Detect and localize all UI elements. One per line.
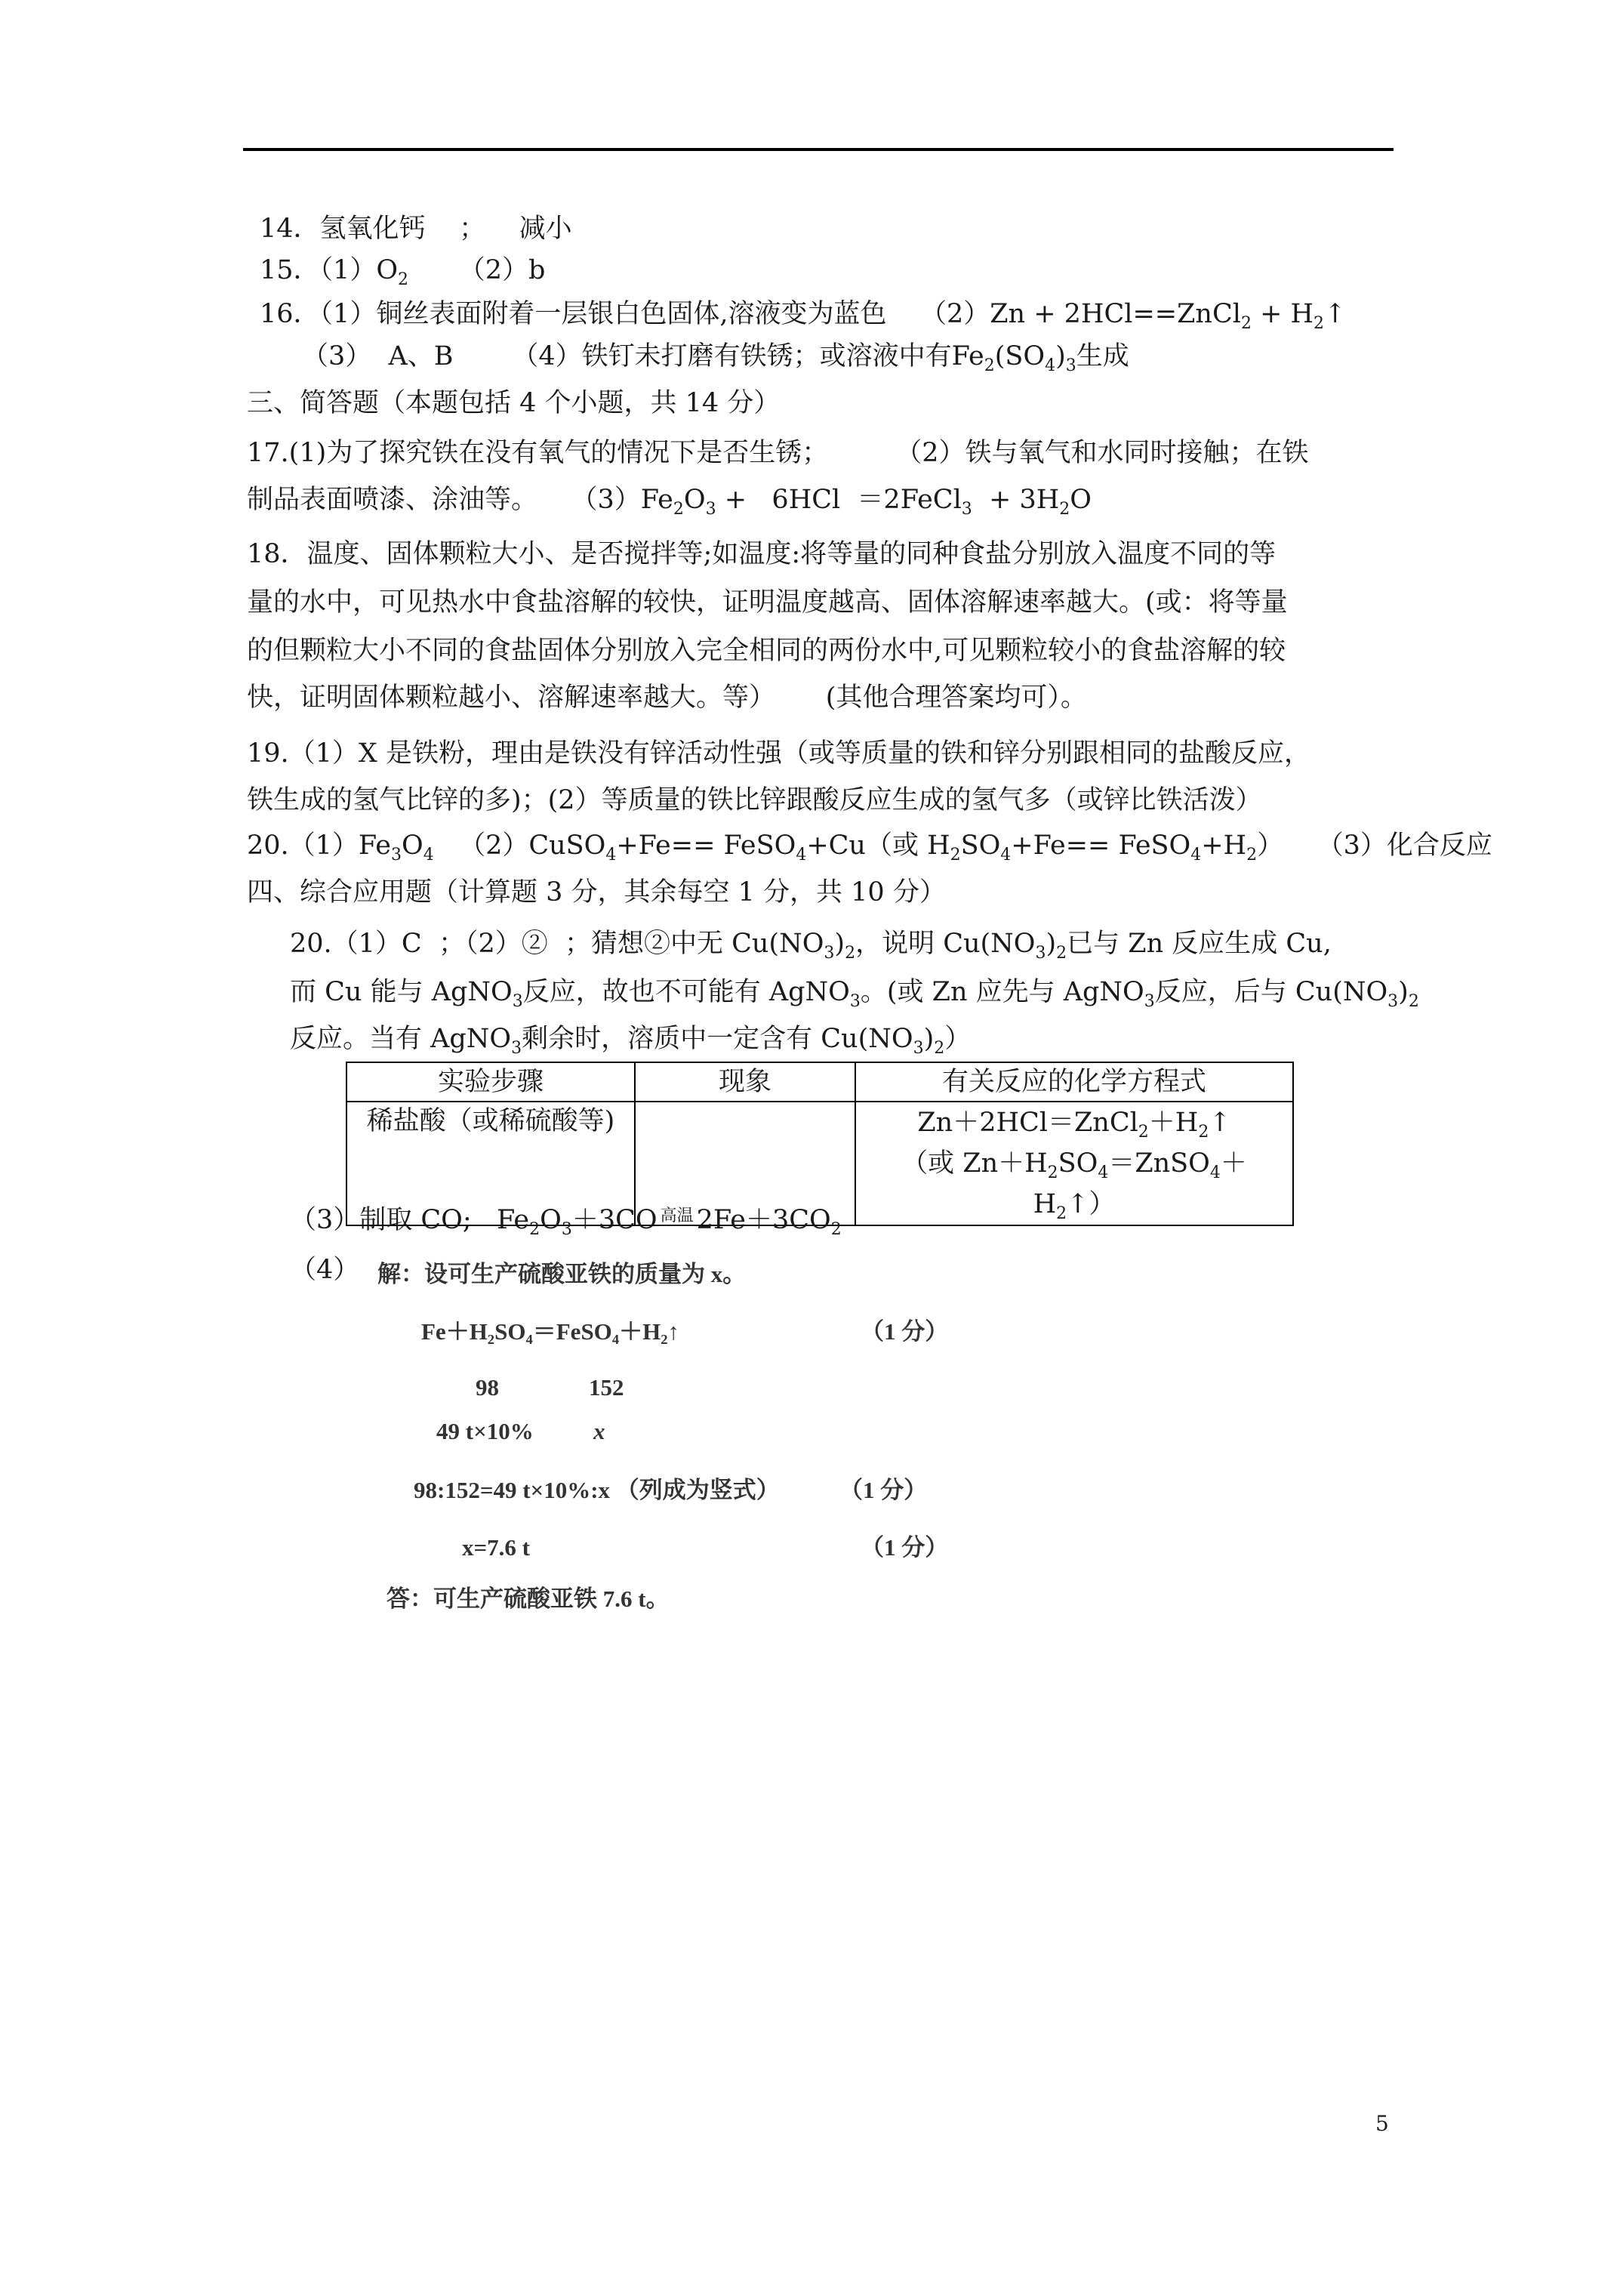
calc-point-2: （1 分） [839, 1477, 928, 1503]
page-number: 5 [1375, 2111, 1389, 2136]
equation-line-1: $Zn+2HCl=ZnCl_2+H_2↑$ [917, 1108, 1231, 1142]
answer-18-line4: 快，证明固体颗粒越小、溶解速率越大。等） (其他合理答案均可）。 [247, 683, 1087, 713]
answer-20b-line3: 反应。当有 AgNO$_3$剩余时，溶质中一定含有 $Cu(NO_3)_2$） [290, 1024, 972, 1058]
reaction-condition: 高温 [660, 1207, 694, 1225]
table-header-cell: 有关反应的化学方程式 [855, 1062, 1293, 1102]
header-rule [243, 148, 1394, 151]
calc-answer: 答：可生产硫酸亚铁 7.6 t。 [387, 1586, 670, 1612]
calc-given-2: x [593, 1418, 605, 1444]
answer-19-line1: 19.（1）X 是铁粉，理由是铁没有锌活动性强（或等质量的铁和锌分别跟相同的盐酸反应， [247, 738, 1310, 769]
calc-point-1: （1 分） [861, 1318, 949, 1345]
calc-given-1: 49 t×10% [436, 1418, 534, 1444]
answer-16-line2: （3） A、B （4）铁钉未打磨有铁锈；或溶液中有$Fe_2(SO_4)_3$生成 [302, 341, 1129, 375]
answer-16-line1: 16．（1）铜丝表面附着一层银白色固体,溶液变为蓝色 （2）Zn + 2HCl==ZnCl$_2$ + $H_2↑$ [260, 299, 1347, 333]
table-cell-equation [855, 1102, 1293, 1225]
answer-19-line2: 铁生成的氢气比锌的多)；(2）等质量的铁比锌跟酸反应生成的氢气多（或锌比铁活泼） [247, 785, 1262, 815]
table-header-cell: 现象 [635, 1062, 855, 1102]
answer-18-line1: 18．温度、固体颗粒大小、是否搅拌等;如温度:将等量的同种食盐分别放入温度不同的等 [247, 539, 1277, 569]
calc-equation: Fe＋H₂SO₄＝FeSO₄＋H₂↑ [421, 1318, 679, 1345]
table-header-row [346, 1062, 1293, 1102]
calc-ratio: 98:152=49 t×10%:x （列成为竖式） [414, 1477, 780, 1503]
calc-point-3: （1 分） [861, 1534, 949, 1561]
answer-18-line3: 的但颗粒大小不同的食盐固体分别放入完全相同的两份水中,可见颗粒较小的食盐溶解的较 [247, 636, 1286, 666]
answer-15: 15．$(1)O_2$ （2）b [260, 255, 546, 289]
answer-14: 14．氢氧化钙 ； 减小 [260, 214, 572, 244]
table-header-cell: 实验步骤 [346, 1062, 635, 1102]
equation-line-2: （或 $Zn+H_2SO_4=ZnSO_4+H_2↑$） [901, 1148, 1247, 1223]
section-4-heading: 四、综合应用题（计算题 3 分，其余每空 1 分，共 10 分） [247, 877, 946, 908]
answer-20b-line1: 20.（1）C ；（2）② ；猜想②中无 $Cu(NO_3)_2$，说明 $Cu(NO_3)_2$已与 Zn 反应生成 Cu, [290, 929, 1332, 963]
answer-17-line2: 制品表面喷漆、涂油等。 $(3)Fe_2O_3 + 6HCl$ ＝2FeCl$_3$ + $3H_2O$ [247, 485, 1092, 519]
calc-result: x=7.6 t [462, 1534, 530, 1561]
answer-20-part4-label: （4） [290, 1255, 360, 1285]
answer-18-line2: 量的水中，可见热水中食盐溶解的较快，证明温度越高、固体溶解速率越大。(或：将等量 [247, 587, 1288, 618]
table-cell-step: 稀盐酸（或稀硫酸等) [346, 1102, 635, 1225]
calc-molar-1: 98 [476, 1374, 499, 1401]
answer-17-line1: 17.(1)为了探究铁在没有氧气的情况下是否生锈； （2）铁与氧气和水同时接触；在铁 [247, 438, 1309, 468]
answer-20b-line2: 而 Cu 能与 AgNO$_3$反应，故也不可能有 AgNO$_3$。(或 Zn 应先与 AgNO$_3$反应，后与 $Cu(NO_3)_2$ [290, 977, 1419, 1011]
answer-20-part3: （3）制取 CO; $Fe_2O_3+3CO$ 高温 $2Fe+3CO_2$ [290, 1202, 842, 1242]
calc-solve: 解：设可生产硫酸亚铁的质量为 x。 [377, 1261, 747, 1287]
answer-20-part1: $20.(1)Fe_3O_4$ （2）CuSO$_4$+Fe== FeSO$_4$+Cu（或 $H_2SO_4+Fe==$ $FeSO_4+H_2$） （3）化合反应 [247, 831, 1492, 864]
section-3-heading: 三、简答题（本题包括 4 个小题，共 14 分） [247, 388, 781, 418]
calc-molar-2: 152 [589, 1374, 624, 1401]
